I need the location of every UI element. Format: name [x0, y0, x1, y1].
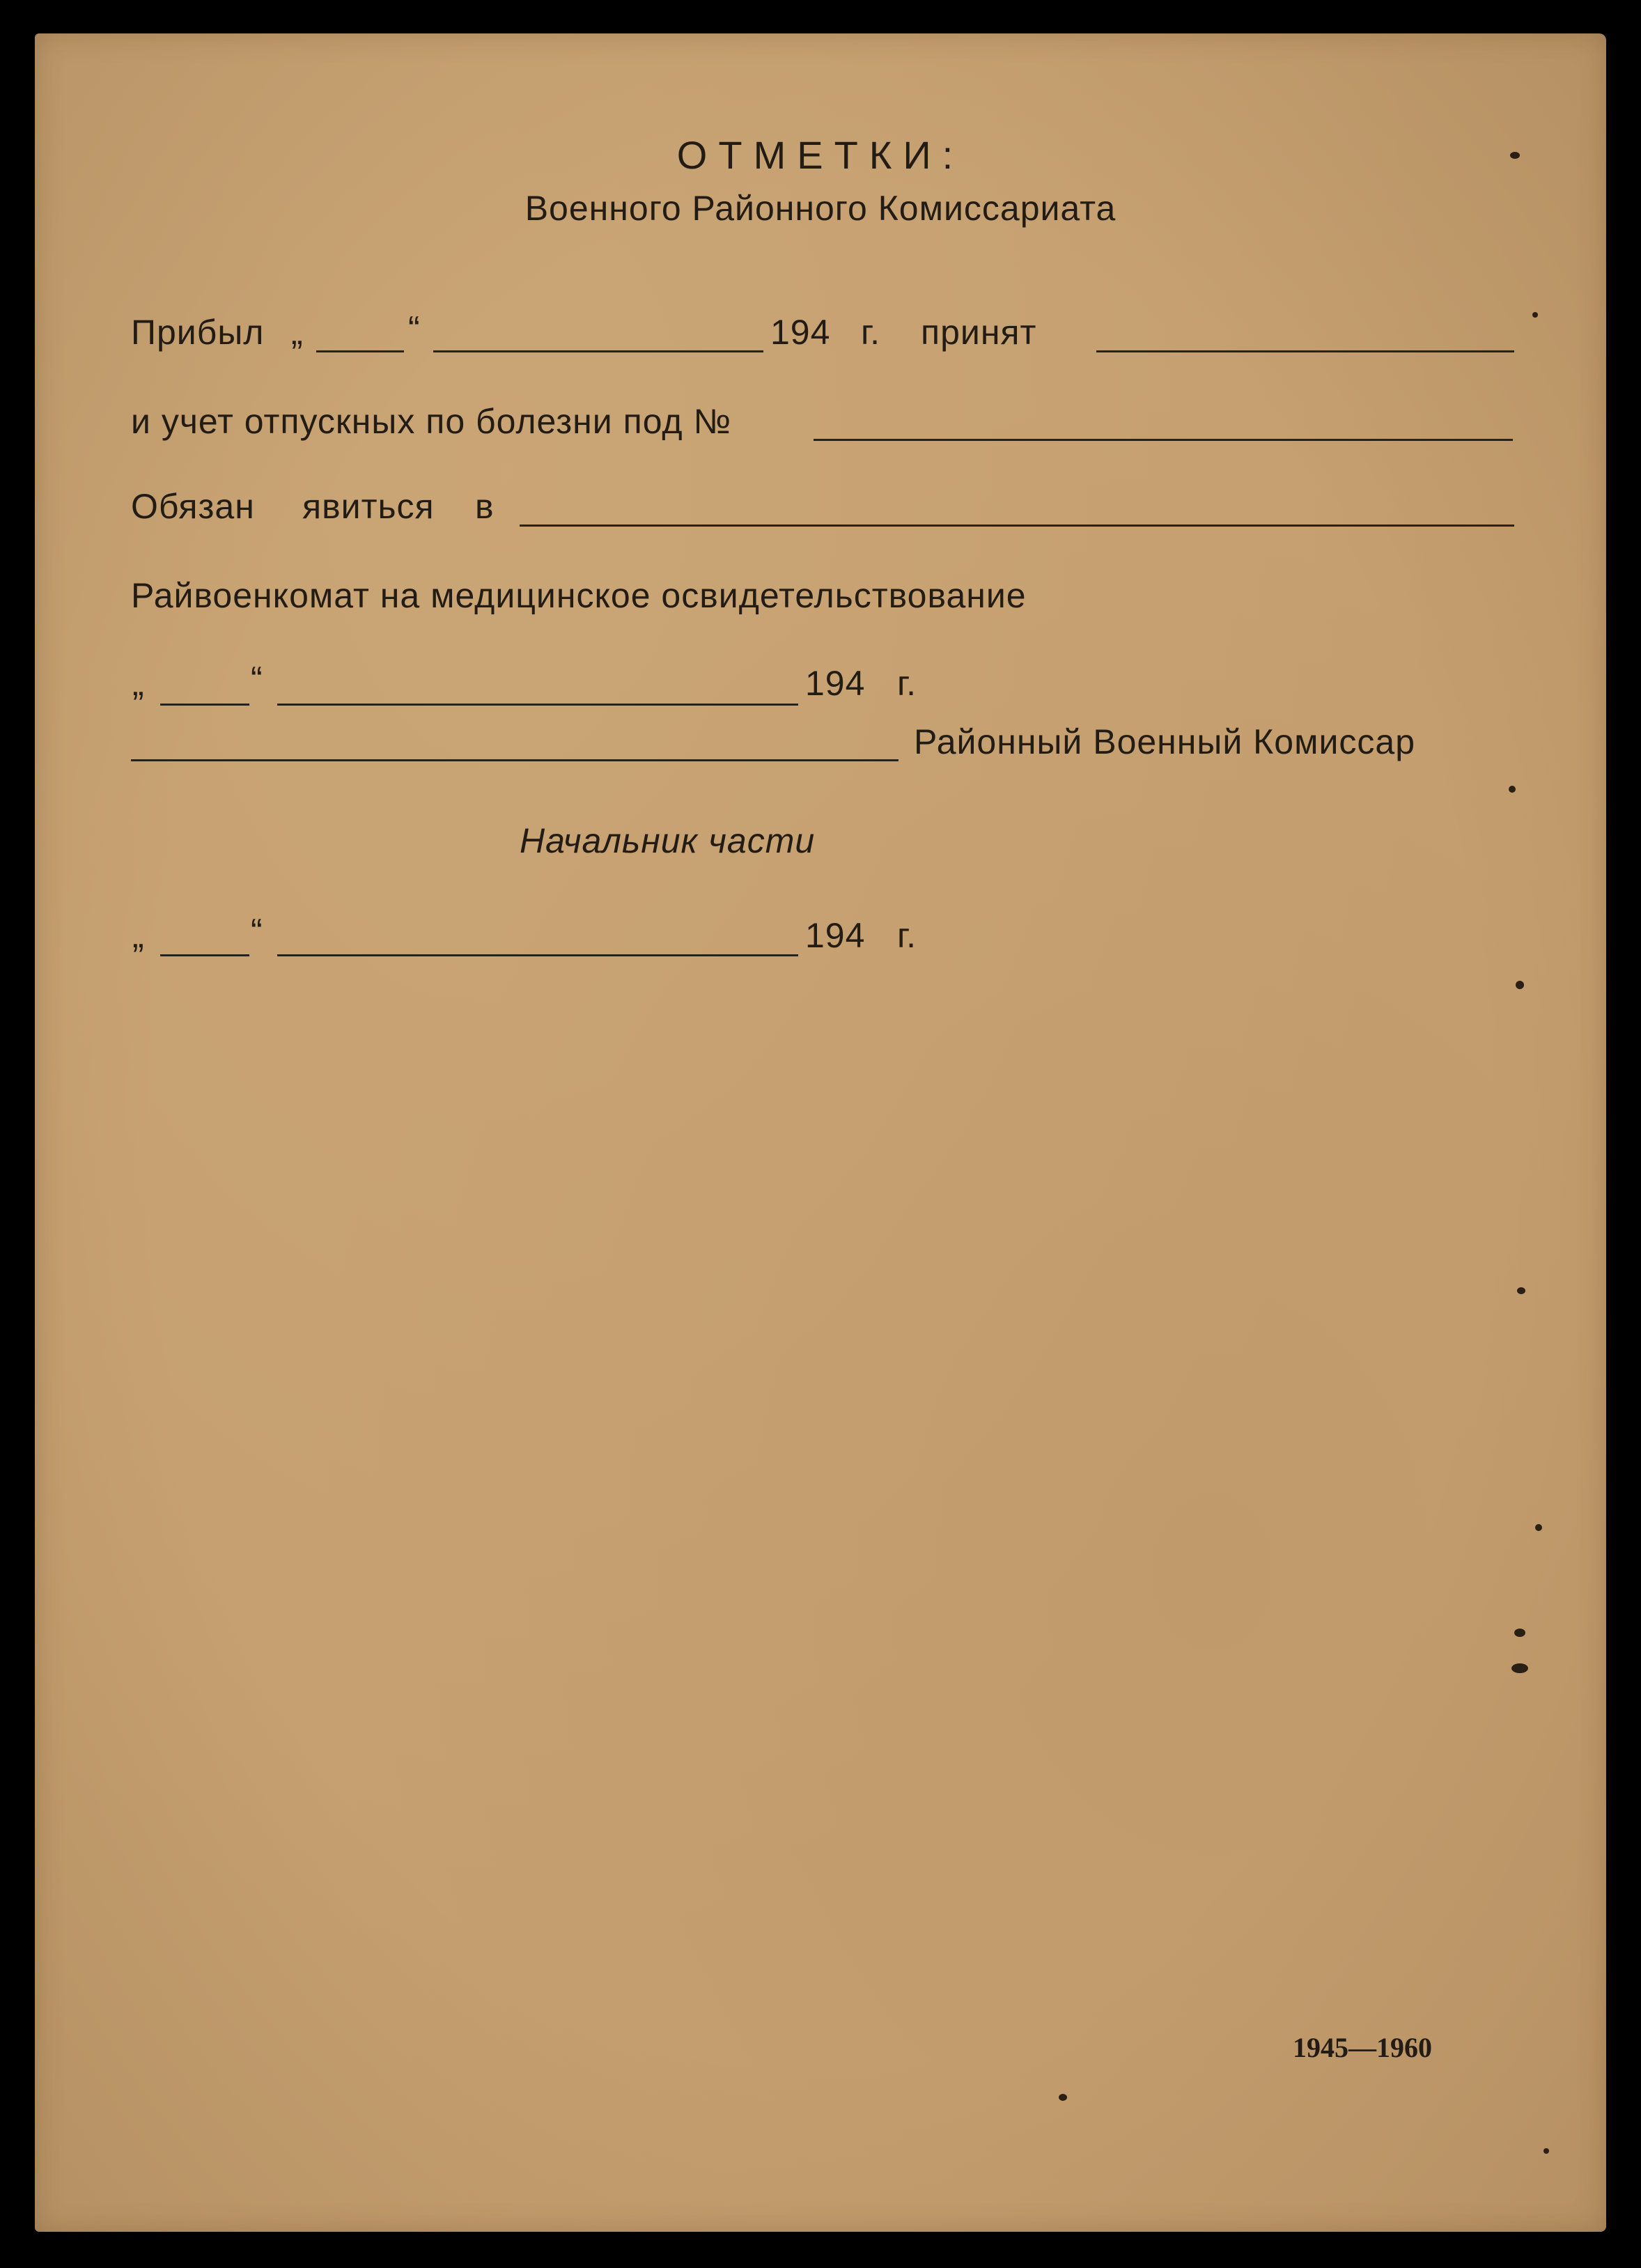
unit-head-label: Начальник части: [520, 821, 816, 860]
arrived-label: Прибыл: [131, 313, 265, 352]
head-month-line: [277, 954, 798, 956]
arrived-year: 194: [770, 313, 831, 352]
sick-leave-number-line: [814, 439, 1513, 441]
head-year-suffix: г.: [897, 916, 917, 955]
arrived-day-line: [316, 350, 404, 352]
exam-month-line: [277, 704, 798, 706]
paper-speck: [1059, 2094, 1067, 2101]
paper-speck: [1516, 981, 1524, 989]
obliged-word-in: в: [475, 487, 495, 526]
exam-open-quote: „: [132, 664, 145, 703]
arrived-year-suffix: г.: [861, 313, 881, 352]
exam-day-line: [160, 704, 249, 706]
arrived-open-quote: „: [291, 313, 304, 352]
arrived-month-line: [433, 350, 763, 352]
paper-speck: [1543, 2148, 1549, 2154]
obliged-label: Обязан: [131, 487, 255, 526]
archive-years-stamp: 1945—1960: [1293, 2032, 1432, 2063]
paper-speck: [1514, 1629, 1525, 1637]
exam-year: 194: [805, 664, 866, 703]
document-title: ОТМЕТКИ:: [676, 133, 965, 177]
arrived-close-quote: “: [408, 309, 421, 348]
commissar-signature-line: [131, 759, 899, 761]
paper-speck: [1517, 1287, 1525, 1294]
document-subtitle: Военного Районного Комиссариата: [524, 189, 1117, 228]
head-open-quote: „: [132, 916, 145, 955]
head-close-quote: “: [251, 912, 263, 951]
exam-year-suffix: г.: [897, 664, 917, 703]
paper-speck: [1511, 1663, 1528, 1673]
paper-speck: [1509, 786, 1516, 793]
head-year: 194: [805, 916, 866, 955]
accepted-line: [1096, 350, 1514, 352]
obliged-place-line: [520, 525, 1514, 527]
paper-speck: [1535, 1524, 1542, 1531]
commissar-label: Районный Военный Комиссар: [914, 722, 1416, 761]
obliged-word-appear: явиться: [302, 487, 435, 526]
medical-exam-label: Райвоенкомат на медицинское освидетельствование: [131, 576, 1027, 615]
sick-leave-label: и учет отпускных по болезни под №: [131, 402, 732, 441]
paper-speck: [1510, 152, 1520, 159]
head-day-line: [160, 954, 249, 956]
exam-close-quote: “: [251, 660, 263, 699]
paper-speck: [1532, 312, 1538, 318]
document-page: [35, 33, 1606, 2232]
accepted-label: принят: [921, 313, 1037, 352]
